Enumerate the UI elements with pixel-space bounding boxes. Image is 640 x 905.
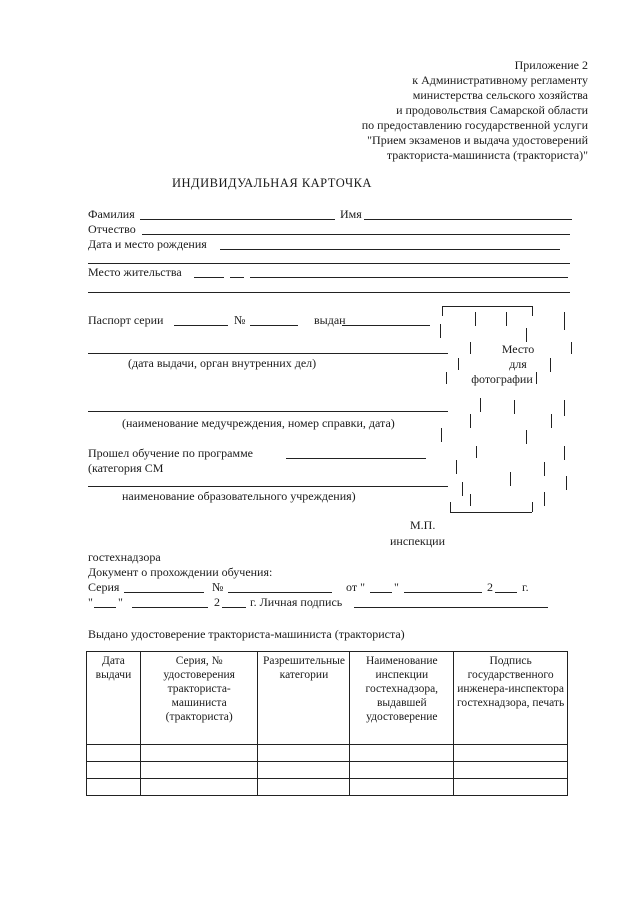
photo-box-tick	[506, 312, 507, 326]
table-cell[interactable]	[350, 745, 454, 762]
photo-box-tick	[514, 400, 515, 414]
training-label: Прошел обучение по программе	[88, 446, 254, 460]
issue-table	[86, 651, 568, 796]
card-title: ИНДИВИДУАЛЬНАЯ КАРТОЧКА	[172, 176, 372, 190]
passport-details-line[interactable]	[88, 353, 448, 354]
photo-box-tick	[544, 462, 545, 476]
residence-line-b[interactable]	[230, 277, 244, 278]
medical-caption: (наименование медучреждения, номер справки, дата)	[122, 416, 395, 430]
medical-line[interactable]	[88, 411, 448, 412]
doc-number-line[interactable]	[228, 592, 332, 593]
photo-box-corner-tl	[442, 306, 443, 316]
patronymic-line[interactable]	[142, 234, 570, 235]
doc-quote-close: "	[394, 580, 399, 594]
photo-box-tick	[564, 400, 565, 416]
photo-placeholder-text	[458, 342, 558, 387]
photo-box-tick	[564, 446, 565, 460]
residence-line-a[interactable]	[194, 277, 224, 278]
sign-year-line[interactable]	[222, 607, 246, 608]
photo-label-line-1: Место	[501, 342, 535, 356]
table-row	[87, 762, 568, 779]
table-cell[interactable]	[258, 779, 350, 796]
col-header-inspection: Наименование инспекции гостехнадзора, выдавшей удостоверение	[350, 652, 454, 745]
photo-box-tick	[544, 492, 545, 506]
stamp-line-1: М.П.	[410, 518, 436, 532]
passport-series-label: Паспорт серии	[88, 313, 164, 327]
patronymic-label: Отчество	[88, 222, 136, 236]
photo-label-line-3: фотографии	[471, 372, 533, 386]
photo-box-corner-br	[532, 502, 533, 512]
appendix-line-6: "Прием экзаменов и выдача удостоверений	[367, 133, 588, 147]
birth-line-2[interactable]	[88, 263, 570, 264]
photo-box-tick	[480, 398, 481, 412]
doc-series-label: Серия	[88, 580, 120, 594]
table-cell[interactable]	[258, 762, 350, 779]
table-header-row	[87, 652, 568, 745]
issued-heading: Выдано удостоверение тракториста-машиниста (тракториста)	[88, 627, 405, 641]
col-header-signature: Подпись государственного инженера-инспектора гостехнадзора, печать	[454, 652, 568, 745]
photo-label-line-2: для	[509, 357, 527, 371]
table-cell[interactable]	[258, 745, 350, 762]
table-cell[interactable]	[454, 745, 568, 762]
name-line[interactable]	[364, 219, 572, 220]
surname-label: Фамилия	[88, 207, 135, 221]
photo-box-top	[442, 306, 532, 307]
photo-box-tick	[566, 476, 567, 490]
sign-year-prefix: 2	[214, 595, 220, 609]
name-label: Имя	[340, 207, 362, 221]
photo-box-tick	[526, 328, 527, 342]
photo-box-tick	[462, 482, 463, 496]
table-cell[interactable]	[140, 745, 258, 762]
photo-box-tick	[475, 312, 476, 326]
signature-label: г. Личная подпись	[250, 595, 343, 609]
photo-box-tick	[440, 324, 441, 338]
appendix-line-5: по предоставлению государственной услуги	[361, 118, 588, 132]
appendix-line-3: министерства сельского хозяйства	[412, 88, 588, 102]
passport-issued-label: выдан	[314, 313, 346, 327]
photo-box-tick	[526, 430, 527, 444]
table-cell[interactable]	[87, 745, 141, 762]
photo-box-tick	[441, 428, 442, 442]
signature-line[interactable]	[354, 607, 548, 608]
passport-issued-line[interactable]	[342, 325, 430, 326]
table-cell[interactable]	[140, 779, 258, 796]
residence-line-c[interactable]	[250, 277, 568, 278]
school-caption: наименование образовательного учреждения)	[122, 489, 356, 503]
appendix-line-7: тракториста-машиниста (тракториста)"	[386, 148, 588, 162]
photo-box-corner-tr	[532, 306, 533, 316]
sign-close-quote: "	[118, 595, 123, 609]
sign-month-line[interactable]	[132, 607, 208, 608]
appendix-line-4: и продовольствия Самарской области	[396, 103, 588, 117]
stamp-line-2: инспекции	[390, 534, 446, 548]
doc-from-label: от "	[346, 580, 365, 594]
table-cell[interactable]	[454, 779, 568, 796]
birth-line[interactable]	[220, 249, 560, 250]
doc-series-line[interactable]	[124, 592, 204, 593]
sign-day-line[interactable]	[94, 607, 116, 608]
table-row	[87, 779, 568, 796]
table-cell[interactable]	[87, 779, 141, 796]
doc-year-suffix: г.	[522, 580, 529, 594]
doc-number-label: №	[212, 580, 224, 594]
photo-box-tick	[446, 372, 447, 384]
table-cell[interactable]	[87, 762, 141, 779]
residence-line-2[interactable]	[88, 292, 570, 293]
training-category-label: (категория СМ	[88, 461, 164, 475]
table-cell[interactable]	[350, 762, 454, 779]
passport-number-label: №	[234, 313, 246, 327]
table-cell[interactable]	[350, 779, 454, 796]
document-heading: Документ о прохождении обучения:	[88, 565, 273, 579]
passport-number-line[interactable]	[250, 325, 298, 326]
birth-label: Дата и место рождения	[88, 237, 207, 251]
photo-box-tick	[510, 472, 511, 486]
doc-month-line[interactable]	[404, 592, 482, 593]
photo-box-tick	[571, 342, 572, 354]
training-program-line[interactable]	[286, 458, 426, 459]
passport-series-line[interactable]	[174, 325, 228, 326]
photo-box-tick	[476, 446, 477, 458]
doc-year-line[interactable]	[495, 592, 517, 593]
passport-caption: (дата выдачи, орган внутренних дел)	[128, 356, 317, 370]
doc-year-prefix: 2	[487, 580, 493, 594]
table-cell[interactable]	[454, 762, 568, 779]
sign-open-quote: "	[88, 595, 93, 609]
photo-box-tick	[470, 414, 471, 428]
photo-box-bottom	[450, 512, 532, 513]
col-header-date: Дата выдачи	[87, 652, 141, 745]
stamp-line-3: гостехнадзора	[88, 550, 161, 564]
appendix-line-2: к Административному регламенту	[412, 73, 588, 87]
table-cell[interactable]	[140, 762, 258, 779]
doc-day-line[interactable]	[370, 592, 392, 593]
school-line[interactable]	[88, 486, 448, 487]
surname-line[interactable]	[140, 219, 335, 220]
table-row	[87, 745, 568, 762]
photo-box-tick	[470, 494, 471, 506]
residence-label: Место жительства	[88, 265, 182, 279]
col-header-series: Серия, № удостоверения тракториста-машиниста (тракториста)	[140, 652, 258, 745]
photo-box-tick	[551, 414, 552, 428]
col-header-categories: Разрешительные категории	[258, 652, 350, 745]
photo-box-corner-bl	[450, 502, 451, 512]
photo-box-tick	[564, 312, 565, 330]
photo-box-tick	[456, 460, 457, 474]
appendix-line-1: Приложение 2	[514, 58, 588, 72]
